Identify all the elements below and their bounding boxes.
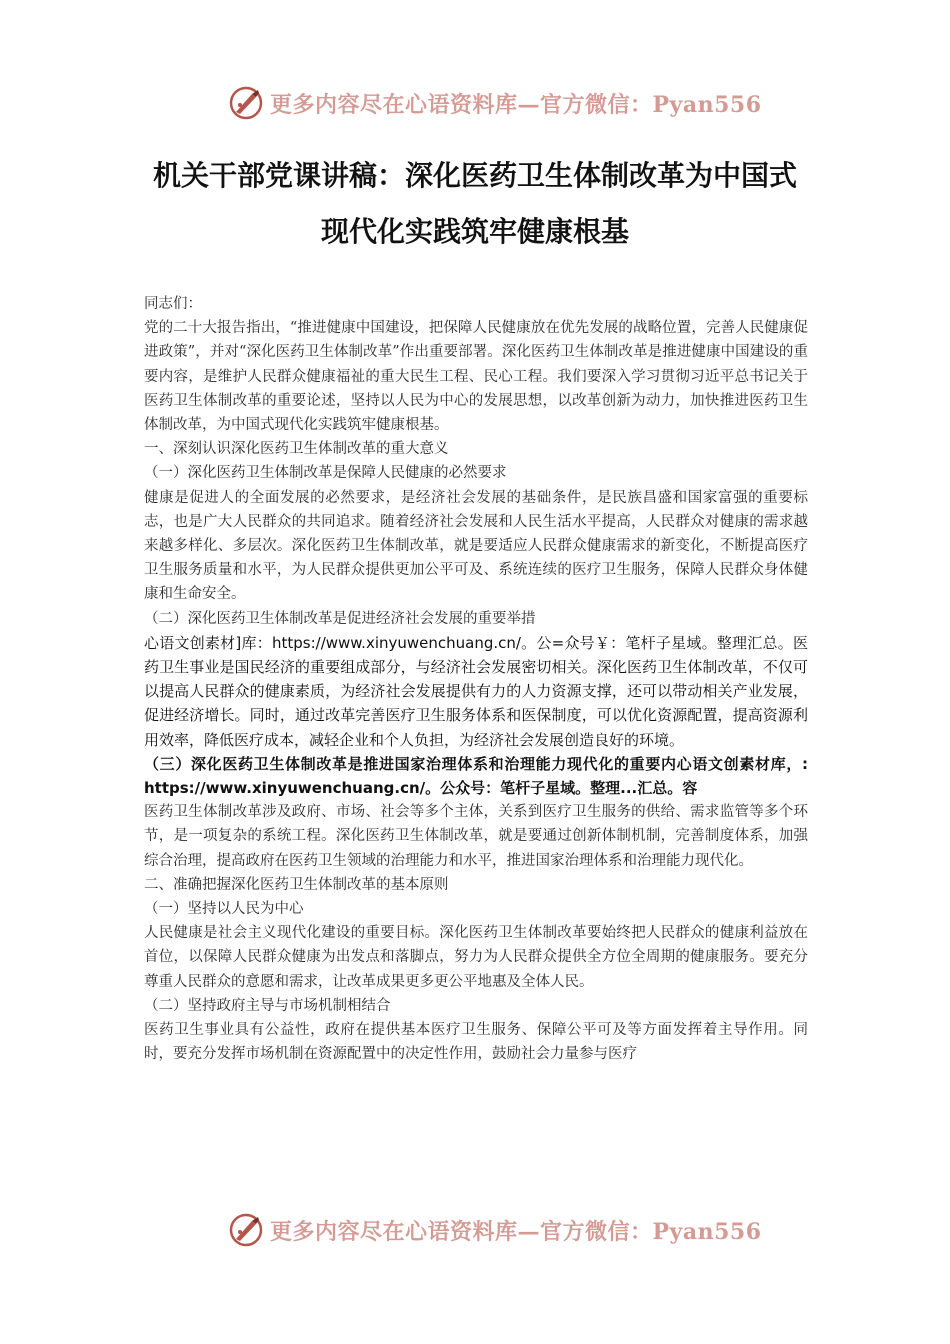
section-1-sub-1: （一）深化医药卫生体制改革是保障人民健康的必然要求 xyxy=(144,465,507,482)
greeting: 同志们： xyxy=(144,296,202,312)
brush-logo-icon xyxy=(228,85,264,121)
banner-text: 更多内容尽在心语资料库—官方微信：Pyan556 xyxy=(270,91,762,118)
brush-logo-icon xyxy=(228,1212,264,1248)
section-1-para-1: 健康是促进人的全面发展的必然要求，是经济社会发展的基础条件，是民族昌盛和国家富强的重要标志，也是广大人民群众的共同追求。随着经济社会发展和人民生活水平提高，人民群众对健康的需求越来越多样化、多层次。深化医药卫生体制改革，就是要适应人民群众健康需求的新变化，不断提高医疗卫生服务质量和水平，为人民群众提供更加公平可及、系统连续的医疗卫生服务，保障人民群众身体健康和生命安全。 xyxy=(144,489,808,603)
section-2-sub-1: （一）坚持以人民为中心 xyxy=(144,901,304,918)
title-line-1: 机关干部党课讲稿：深化医药卫生体制改革为中国式 xyxy=(152,159,797,192)
section-1-sub-3: （三）深化医药卫生体制改革是推进国家治理体系和治理能力现代化的重要内心语文创素材库，: https://www.xinyuwenchuang.cn/。公众号：笔杆子星域。整理...汇总。容 xyxy=(144,754,808,798)
page-title xyxy=(100,148,850,260)
intro-paragraph: 党的二十大报告指出，“推进健康中国建设，把保障人民健康放在优先发展的战略位置，完善人民健康促进政策”，并对“深化医药卫生体制改革”作出重要部署。深化医药卫生体制改革是推进健康中国建设的重要内容，是维护人民群众健康福祉的重大民生工程、民心工程。我们要深入学习贯彻习近平总书记关于医药卫生体制改革的重要论述，坚持以人民为中心的发展思想，以改革创新为动力，加快推进医药卫生体制改革，为中国式现代化实践筑牢健康根基。 xyxy=(144,320,808,434)
banner-text: 更多内容尽在心语资料库—官方微信：Pyan556 xyxy=(270,1218,762,1245)
section-1-heading: 一、深刻认识深化医药卫生体制改革的重大意义 xyxy=(144,441,449,458)
section-2-para-1: 人民健康是社会主义现代化建设的重要目标。深化医药卫生体制改革要始终把人民群众的健康利益放在首位，以保障人民群众健康为出发点和落脚点，努力为人民群众提供全方位全周期的健康服务。要充分尊重人民群众的意愿和需求，让改革成果更多更公平地惠及全体人民。 xyxy=(144,925,808,990)
section-2-sub-2: （二）坚持政府主导与市场机制相结合 xyxy=(144,997,391,1014)
section-1-para-3: 医药卫生体制改革涉及政府、市场、社会等多个主体，关系到医疗卫生服务的供给、需求监管等多个环节，是一项复杂的系统工程。深化医药卫生体制改革，就是要通过创新体制机制，完善制度体系，加强综合治理，提高政府在医药卫生领域的治理能力和水平，推进国家治理体系和治理能力现代化。 xyxy=(144,804,808,869)
title-line-2: 现代化实践筑牢健康根基 xyxy=(320,215,629,248)
section-1-para-2: 心语文创素材]库：https://www.xinyuwenchuang.cn/。公=众号￥：笔杆子星域。整理汇总。医药卫生事业是国民经济的重要组成部分，与经济社会发展密切相关。深化医药卫生体制改革，不仅可以提高人民群众的健康素质，为经济社会发展提供有力的人力资源支撑，还可以带动相关产业发展，促进经济增长。同时，通过改革完善医疗卫生服务体系和医保制度，可以优化资源配置，提高资源利用效率，降低医疗成本，减轻企业和个人负担，为经济社会发展创造良好的环境。 xyxy=(144,633,808,749)
section-2-heading: 二、准确把握深化医药卫生体制改革的基本原则 xyxy=(144,876,449,893)
section-2-para-2: 医药卫生事业具有公益性，政府在提供基本医疗卫生服务、保障公平可及等方面发挥着主导作用。同时，要充分发挥市场机制在资源配置中的决定性作用，鼓励社会力量参与医疗 xyxy=(144,1022,808,1063)
document-body xyxy=(144,292,808,1067)
footer-banner xyxy=(228,1210,762,1250)
header-banner xyxy=(228,83,762,123)
section-1-sub-2: （二）深化医药卫生体制改革是促进经济社会发展的重要举措 xyxy=(144,610,536,627)
